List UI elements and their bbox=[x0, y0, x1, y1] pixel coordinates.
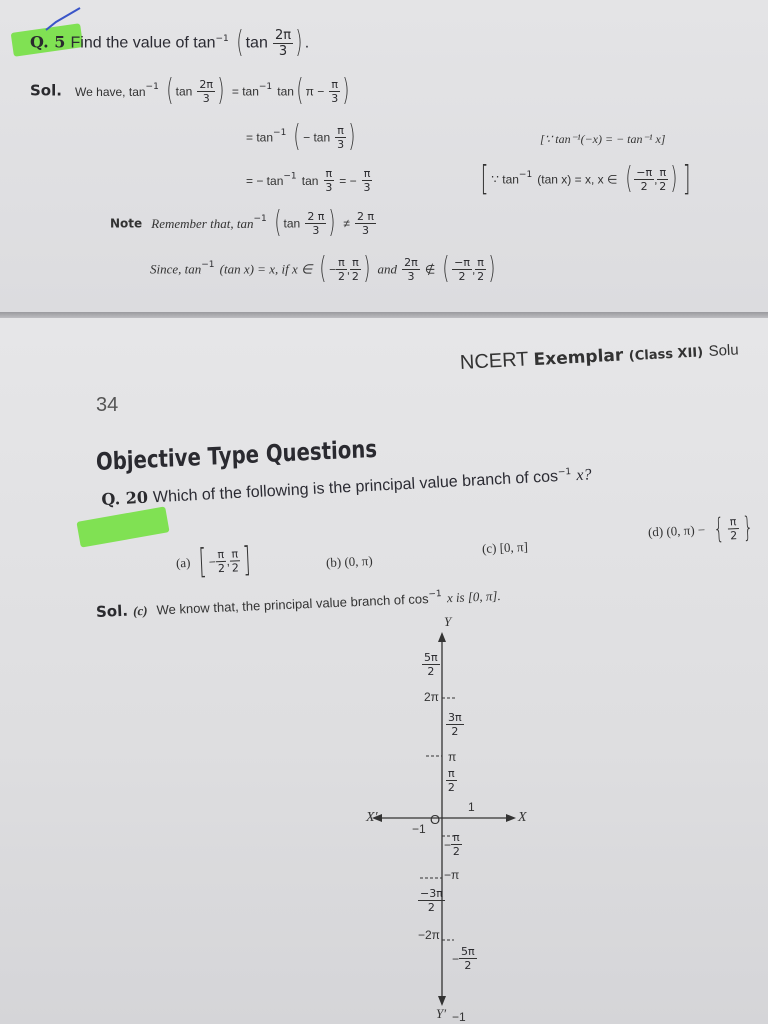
tick-label-2pi: 2π bbox=[424, 690, 439, 704]
math-text: = tan bbox=[246, 130, 274, 145]
math-text: tan bbox=[301, 174, 319, 188]
superscript: −1 bbox=[273, 128, 287, 139]
math-text: π − bbox=[305, 84, 325, 99]
section-title: Objective Type Questions bbox=[95, 434, 378, 476]
y-arrow-down-icon bbox=[438, 996, 446, 1006]
superscript: −1 bbox=[557, 467, 572, 478]
math-text: tan bbox=[277, 84, 294, 99]
header-title: Exemplar bbox=[533, 345, 624, 371]
superscript: −1 bbox=[258, 82, 273, 93]
superscript: −1 bbox=[145, 82, 159, 93]
superscript: −1 bbox=[253, 214, 267, 225]
page-top bbox=[0, 0, 768, 312]
note-line: Note Remember that, $\tan^{-1}$ ( tan $\frac{2 \pi}{3}$ ) ≠ $\frac{2 \pi}{3}$ bbox=[110, 205, 375, 240]
highlight-marker bbox=[76, 506, 169, 547]
solution-text: We know that, the principal value branch of cos bbox=[156, 591, 429, 618]
math-text: and bbox=[377, 261, 398, 277]
solution-5-line-1: Sol. We have, $\tan^{-1}$ ( tan $\frac{2\pi}{3}$ ) = $\tan^{-1} \tan$( π − $\frac{\pi}{3}$ ) bbox=[30, 73, 350, 108]
since-line: Since, $\tan^{-1} (\tan$ x) = x, if x ∈ ( − $\frac{\pi}{2}$ , $\frac{\pi}{2}$ ) and $\frac{2\pi}{3}$ ∉ ( $\frac{-\pi}{2}$ , $\frac{\pi}{2}$ ) bbox=[150, 251, 496, 286]
fraction: $\frac{-\pi}{2}$ bbox=[454, 255, 470, 283]
page-bottom bbox=[0, 318, 768, 1024]
tick-label-minus-2pi: −2π bbox=[418, 928, 440, 942]
fraction: $\frac{2\pi}{3}$ bbox=[199, 77, 214, 105]
math-text: (tan x) = x, x ∈ bbox=[537, 172, 618, 187]
option-label: (a) bbox=[175, 554, 191, 571]
question-5 bbox=[30, 25, 310, 60]
math-text: ∉ bbox=[424, 262, 436, 277]
math-text: = tan bbox=[231, 84, 259, 99]
math-text: We have, tan bbox=[75, 84, 146, 99]
header-class: (Class XII) bbox=[628, 345, 704, 365]
fraction: $\frac{2\pi}{3}$ bbox=[274, 27, 292, 59]
superscript: −1 bbox=[518, 170, 533, 181]
fraction: $\frac{\pi}{3}$ bbox=[331, 77, 339, 105]
fraction: $\frac{\pi}{2}$ bbox=[729, 514, 738, 542]
solution-label: Sol. bbox=[95, 601, 129, 621]
tick-label-minus-3pi2: $\frac{-3\pi}{2}$ bbox=[420, 887, 443, 914]
reason-odd-function: [∵ tan⁻¹(−x) = − tan⁻¹ x] bbox=[540, 132, 666, 146]
fraction: $\frac{\pi}{2}$ bbox=[351, 255, 359, 283]
y-prime-label: Y′ bbox=[436, 1006, 447, 1021]
question-number: . 20 bbox=[114, 487, 149, 509]
fraction: $\frac{-\pi}{2}$ bbox=[636, 165, 653, 193]
note-label: Note bbox=[110, 216, 143, 231]
option-a: (a) [− $\frac{\pi}{2}$ , $\frac{\pi}{2}$ ] bbox=[175, 539, 252, 583]
question-variable: x? bbox=[575, 466, 592, 485]
fraction: $\frac{2 \pi}{3}$ bbox=[356, 209, 375, 237]
math-text: = − tan bbox=[246, 174, 284, 188]
note-text: Remember that, tan bbox=[151, 215, 254, 231]
superscript: −1 bbox=[428, 589, 442, 600]
fraction: $\frac{\pi}{2}$ bbox=[231, 546, 240, 575]
fraction: $\frac{\pi}{3}$ bbox=[363, 167, 371, 194]
x-prime-label: X′ bbox=[366, 810, 378, 825]
page-number: 34 bbox=[96, 394, 119, 416]
superscript: −1 bbox=[283, 171, 297, 182]
origin-label: O bbox=[430, 812, 441, 827]
option-b: (b) (0, π) bbox=[325, 552, 373, 571]
x-arrow-right-icon bbox=[506, 814, 516, 822]
option-d: (d) (0, π) − { $\frac{\pi}{2}$ } bbox=[647, 510, 754, 546]
solution-text-end: x is [0, π]. bbox=[446, 588, 501, 606]
math-text: (tan x) = x, if x ∈ bbox=[219, 261, 313, 277]
solution-label: Sol. bbox=[30, 81, 62, 100]
header-sol: Solu bbox=[708, 341, 740, 360]
tick-label-one: 1 bbox=[468, 800, 475, 814]
question-label: Q bbox=[100, 489, 116, 510]
tick-label-minus-5pi2: − $\frac{5\pi}{2}$ bbox=[452, 945, 475, 972]
question-label: Q bbox=[30, 32, 44, 52]
tick-label-pi: π bbox=[448, 750, 457, 764]
fraction: $\frac{2 \pi}{3}$ bbox=[307, 209, 325, 237]
tick-label-pi2: $\frac{\pi}{2}$ bbox=[447, 767, 455, 794]
question-number: . 5 bbox=[43, 32, 66, 52]
math-text: ≠ bbox=[343, 216, 350, 231]
running-header bbox=[459, 337, 739, 375]
math-text: tan bbox=[175, 84, 193, 99]
question-text: Which of the following is the principal value branch of cos bbox=[152, 468, 559, 507]
y-axis-label: Y bbox=[444, 614, 452, 629]
x-axis-label: X bbox=[518, 810, 527, 825]
fraction: $\frac{\pi}{2}$ bbox=[217, 547, 226, 575]
tick-label-3pi2: $\frac{3\pi}{2}$ bbox=[448, 711, 462, 738]
bottom-cut-label: −1 bbox=[452, 1010, 466, 1024]
solution-5-line-3 bbox=[246, 168, 372, 193]
solution-5-line-2: = $\tan^{-1}$ ( − tan $\frac{\pi}{3}$ ) bbox=[246, 119, 356, 154]
paren-open: ( bbox=[236, 25, 244, 60]
math-text: Since, tan bbox=[150, 261, 202, 277]
paren-close: ) bbox=[295, 25, 303, 60]
math-text: tan bbox=[283, 216, 301, 231]
fraction: $\frac{\pi}{3}$ bbox=[325, 167, 333, 194]
tick-label-5pi2: $\frac{5\pi}{2}$ bbox=[424, 651, 438, 678]
option-label: (d) (0, π) − bbox=[647, 522, 706, 540]
option-c: (c) [0, π] bbox=[481, 539, 529, 556]
fraction: $\frac{\pi}{2}$ bbox=[477, 255, 485, 283]
tick-label-minus-pi2: − $\frac{\pi}{2}$ bbox=[444, 831, 460, 858]
superscript: −1 bbox=[215, 34, 229, 45]
math-text: ∵ tan bbox=[491, 172, 519, 187]
header-book: NCERT bbox=[459, 348, 529, 374]
solution-answer: (c) bbox=[132, 602, 148, 619]
fraction: $\frac{2\pi}{3}$ bbox=[404, 255, 418, 283]
question-text: Find the value of tan bbox=[70, 34, 216, 52]
fraction: $\frac{\pi}{3}$ bbox=[337, 123, 345, 151]
tick-label-minus-one: −1 bbox=[412, 822, 426, 836]
question-end: . bbox=[304, 34, 310, 52]
fraction: $\frac{\pi}{2}$ bbox=[337, 255, 345, 283]
math-text: = − bbox=[339, 174, 357, 188]
inner-function: tan bbox=[245, 34, 268, 52]
reason-principal-range: [ ∵ $\tan^{-1} (\tan$ x) = x, x ∈ ( $\frac{-\pi}{2}$ , $\frac{\pi}{2}$ ) ] bbox=[480, 159, 691, 199]
tick-label-minus-pi: −π bbox=[444, 868, 460, 882]
fraction: $\frac{\pi}{2}$ bbox=[659, 165, 667, 193]
superscript: −1 bbox=[201, 260, 215, 271]
math-text: − tan bbox=[303, 130, 331, 145]
y-arrow-up-icon bbox=[438, 632, 446, 642]
